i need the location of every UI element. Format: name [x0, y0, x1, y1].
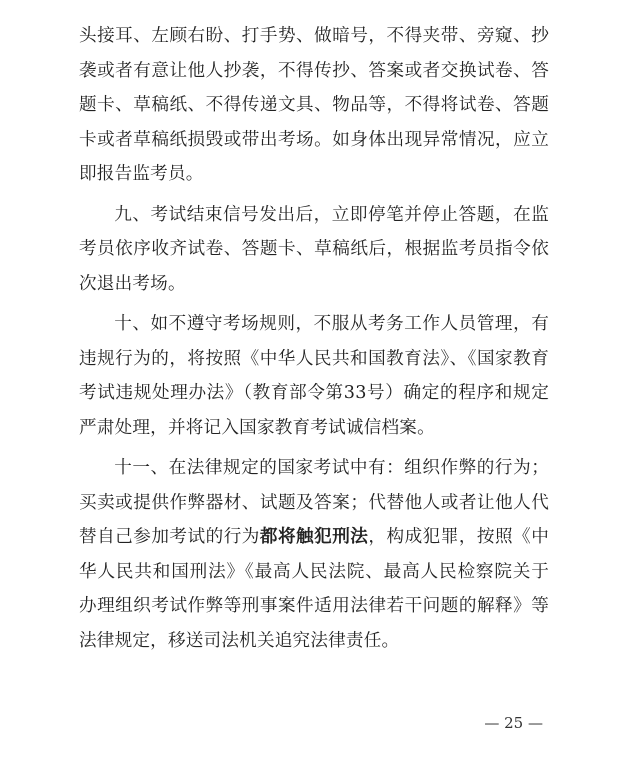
document-body	[79, 19, 549, 658]
paragraph-rule-11	[79, 451, 549, 658]
rule-11-text-before: 十一、在法律规定的国家考试中有：组织作弊的行为；买卖或提供作弊器材、试题及答案；代替他人或者让他人代替自己参加考试的行为	[79, 458, 549, 547]
paragraph-rule-10: 十、如不遵守考场规则，不服从考务工作人员管理，有违规行为的，将按照《中华人民共和国教育法》、《国家教育考试违规处理办法》（教育部令第33号）确定的程序和规定严肃处理，并将记入国家教育考试诚信档案。	[79, 314, 549, 438]
page-number: — 25 —	[484, 714, 543, 732]
rule-11-bold-emphasis: 都将触犯刑法	[259, 526, 369, 547]
paragraph-rule-8-continuation: 头接耳、左顾右盼、打手势、做暗号，不得夹带、旁窥、抄袭或者有意让他人抄袭，不得传抄、答案或者交换试卷、答题卡、草稿纸、不得传递文具、物品等，不得将试卷、答题卡或者草稿纸损毁或带出考场。如身体出现异常情况，应立即报告监考员。	[79, 26, 549, 184]
rule-11-text-after: ，构成犯罪，按照《中华人民共和国刑法》《最高人民法院、最高人民检察院关于办理组织考试作弊等刑事案件适用法律若干问题的解释》等法律规定，移送司法机关追究法律责任。	[79, 527, 549, 651]
paragraph-rule-9: 九、考试结束信号发出后，立即停笔并停止答题，在监考员依序收齐试卷、答题卡、草稿纸后，根据监考员指令依次退出考场。	[79, 204, 549, 294]
